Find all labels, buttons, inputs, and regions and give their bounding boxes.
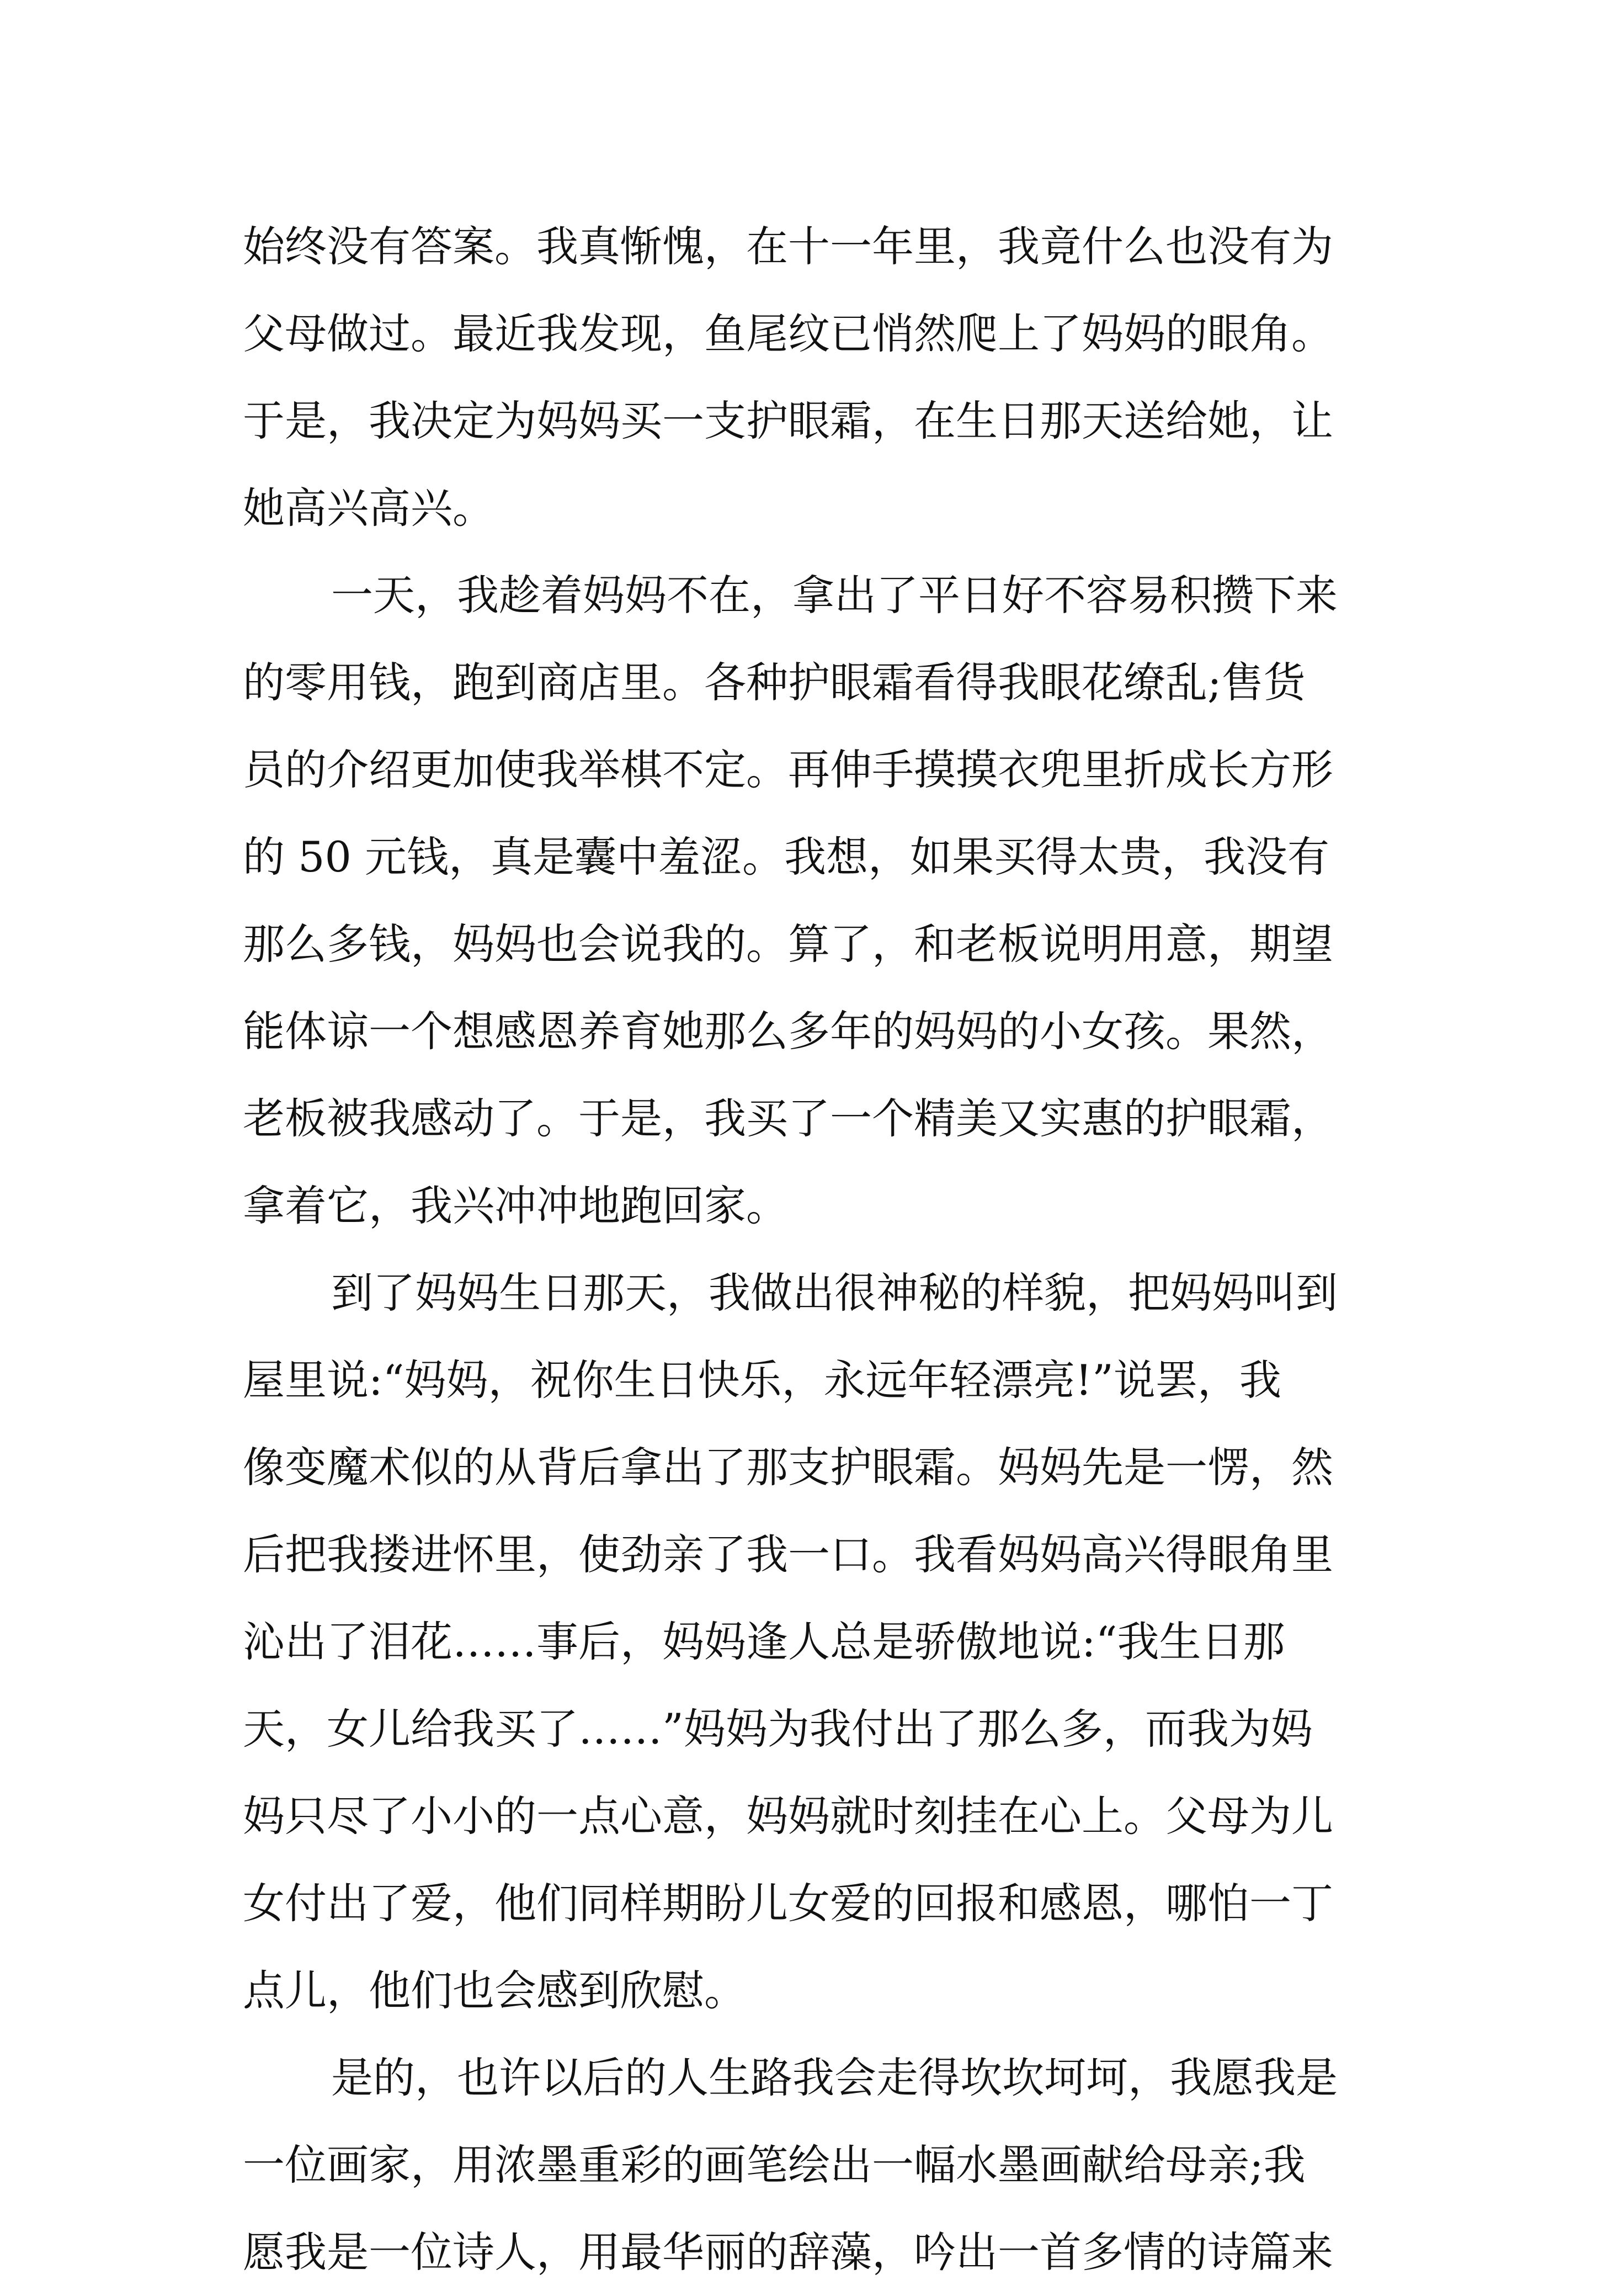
text-line: 天，女儿给我买了……”妈妈为我付出了那么多，而我为妈 xyxy=(243,1704,1313,1753)
text-line: 像变魔术似的从背后拿出了那支护眼霜。妈妈先是一愣，然 xyxy=(243,1443,1333,1492)
text-line: 女付出了爱，他们同样期盼儿女爱的回报和感恩，哪怕一丁 xyxy=(243,1879,1333,1928)
text-line: 的零用钱，跑到商店里。各种护眼霜看得我眼花缭乱;售货 xyxy=(243,658,1306,707)
text-line: 后把我搂进怀里，使劲亲了我一口。我看妈妈高兴得眼角里 xyxy=(243,1530,1333,1579)
text-line: 那么多钱，妈妈也会说我的。算了，和老板说明用意，期望 xyxy=(243,920,1333,969)
text-line: 沁出了泪花……事后，妈妈逢人总是骄傲地说:“我生日那 xyxy=(243,1617,1285,1666)
text-line: 她高兴高兴。 xyxy=(243,483,494,533)
text-line: 能体谅一个想感恩养育她那么多年的妈妈的小女孩。果然， xyxy=(243,1007,1333,1056)
paragraph-start-line: 是的，也许以后的人生路我会走得坎坎坷坷，我愿我是 xyxy=(331,2053,1338,2102)
text-line: 妈只尽了小小的一点心意，妈妈就时刻挂在心上。父母为儿 xyxy=(243,1792,1333,1841)
text-line: 始终没有答案。我真惭愧，在十一年里，我竟什么也没有为 xyxy=(243,222,1333,271)
text-line: 点儿，他们也会感到欣慰。 xyxy=(243,1966,746,2015)
text-line: 一位画家，用浓墨重彩的画笔绘出一幅水墨画献给母亲;我 xyxy=(243,2140,1306,2189)
text-line: 员的介绍更加使我举棋不定。再伸手摸摸衣兜里折成长方形 xyxy=(243,745,1333,794)
text-line: 老板被我感动了。于是，我买了一个精美又实惠的护眼霜， xyxy=(243,1094,1333,1143)
text-line: 于是，我决定为妈妈买一支护眼霜，在生日那天送给她，让 xyxy=(243,396,1333,445)
text-line: 拿着它，我兴冲冲地跑回家。 xyxy=(243,1181,788,1230)
text-line: 愿我是一位诗人，用最华丽的辞藻，吟出一首多情的诗篇来 xyxy=(243,2228,1333,2277)
paragraph-start-line: 一天，我趁着妈妈不在，拿出了平日好不容易积攒下来 xyxy=(331,571,1338,620)
text-line: 的 50 元钱，真是囊中羞涩。我想，如果买得太贵，我没有 xyxy=(243,832,1330,881)
text-line: 屋里说:“妈妈，祝你生日快乐，永远年轻漂亮!”说罢，我 xyxy=(243,1356,1281,1405)
essay-body xyxy=(243,203,1396,2296)
paragraph-start-line: 到了妈妈生日那天，我做出很神秘的样貌，把妈妈叫到 xyxy=(331,1268,1338,1317)
text-line: 父母做过。最近我发现，鱼尾纹已悄然爬上了妈妈的眼角。 xyxy=(243,309,1333,358)
